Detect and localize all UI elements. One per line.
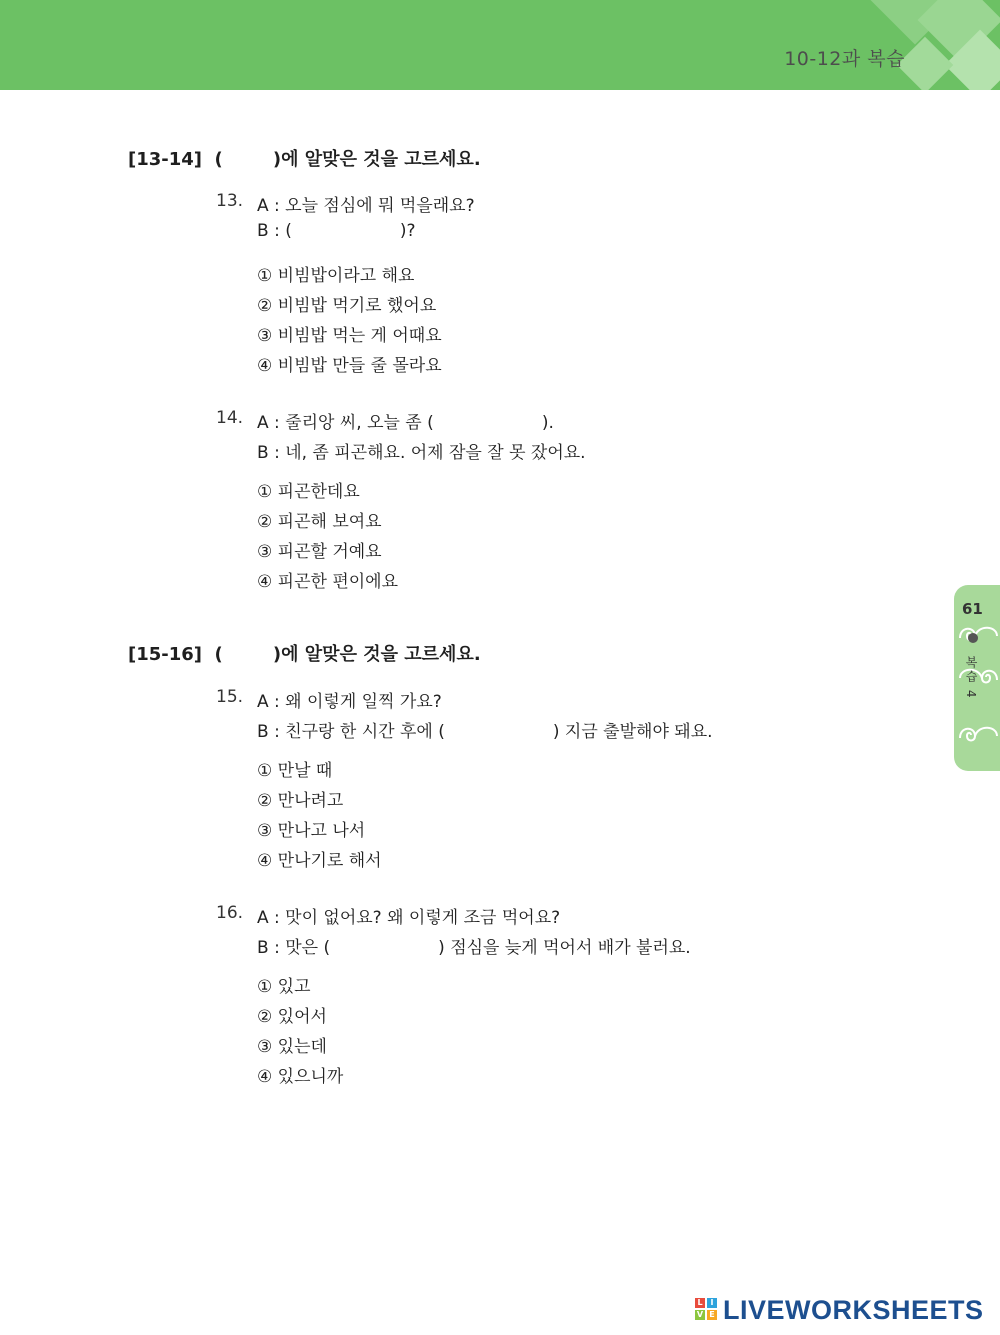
answer-choice[interactable]: ③ 있는데	[257, 1037, 327, 1057]
answer-choice[interactable]: ① 만날 때	[257, 761, 333, 781]
page-number: 61	[962, 600, 983, 618]
answer-choice[interactable]: ④ 비빔밥 만들 줄 몰라요	[257, 356, 442, 376]
logo-letter: I	[707, 1298, 717, 1308]
dialogue-line-a: A : 맛이 없어요? 왜 이렇게 조금 먹어요?	[257, 908, 561, 928]
answer-choice[interactable]: ③ 만나고 나서	[257, 821, 366, 841]
question-number: 14.	[216, 408, 244, 428]
answer-choice[interactable]: ① 피곤한데요	[257, 482, 360, 502]
cloud-swirl-icon	[955, 718, 1000, 748]
brand-name: LIVEWORKSHEETS	[723, 1294, 984, 1325]
header-bar	[0, 0, 1000, 90]
dialogue-line-a: A : 줄리앙 씨, 오늘 좀 ( ).	[257, 413, 554, 433]
liveworksheets-logo	[695, 1294, 984, 1326]
dialogue-line-b: B : 네, 좀 피곤해요. 어제 잠을 잘 못 잤어요.	[257, 443, 586, 463]
side-tab-label: 복습 4	[964, 656, 978, 700]
section-title: [13-14] ( )에 알맞은 것을 고르세요.	[128, 149, 481, 170]
dialogue-line-b: B : ( )?	[257, 221, 416, 241]
logo-mark-icon	[695, 1297, 719, 1323]
section-title: [15-16] ( )에 알맞은 것을 고르세요.	[128, 644, 481, 665]
logo-letter: V	[696, 1310, 704, 1319]
answer-choice[interactable]: ① 있고	[257, 977, 311, 997]
answer-choice[interactable]: ④ 피곤한 편이에요	[257, 572, 399, 592]
bullet-dot-icon	[968, 633, 978, 643]
question-number: 15.	[216, 687, 244, 707]
question-number: 16.	[216, 903, 244, 923]
answer-choice[interactable]: ② 피곤해 보여요	[257, 512, 382, 532]
dialogue-line-a: A : 오늘 점심에 뭐 먹을래요?	[257, 196, 475, 216]
question-number: 13.	[216, 191, 244, 211]
answer-choice[interactable]: ③ 피곤할 거예요	[257, 542, 382, 562]
answer-choice[interactable]: ② 비빔밥 먹기로 했어요	[257, 296, 437, 316]
header-title: 10-12과 복습	[784, 48, 905, 70]
answer-choice[interactable]: ④ 만나기로 해서	[257, 851, 382, 871]
answer-choice[interactable]: ③ 비빔밥 먹는 게 어때요	[257, 326, 442, 346]
logo-letter: E	[707, 1310, 717, 1320]
answer-choice[interactable]: ② 있어서	[257, 1007, 327, 1027]
logo-letter: L	[695, 1298, 705, 1308]
dialogue-line-b: B : 친구랑 한 시간 후에 ( ) 지금 출발해야 돼요.	[257, 722, 713, 742]
answer-choice[interactable]: ② 만나려고	[257, 791, 344, 811]
answer-choice[interactable]: ④ 있으니까	[257, 1067, 344, 1087]
dialogue-line-a: A : 왜 이렇게 일찍 가요?	[257, 692, 442, 712]
cloud-swirl-icon	[955, 618, 1000, 648]
answer-choice[interactable]: ① 비빔밥이라고 해요	[257, 266, 415, 286]
dialogue-line-b: B : 맛은 ( ) 점심을 늦게 먹어서 배가 불러요.	[257, 938, 691, 958]
